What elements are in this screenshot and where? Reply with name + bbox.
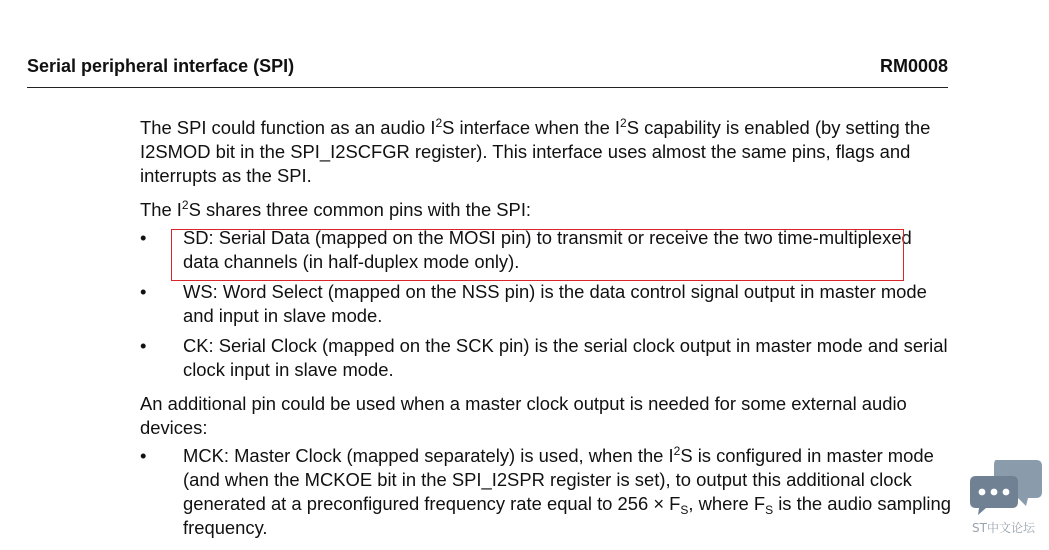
bullet: • bbox=[140, 227, 147, 248]
intro-paragraph: The SPI could function as an audio $I^2S$ interface when the $I^2S$ capability is enabled (by setting the I2SMOD bit in the SPI_I2SCFGR register). This interface uses almost the same pins, flags and interrupts as the SPI. bbox=[140, 116, 931, 186]
list-item-text: WS: Word Select (mapped on the NSS pin) is the data control signal output in master mode and input in slave mode. bbox=[183, 281, 927, 326]
list-item-text: SD: Serial Data (mapped on the MOSI pin) to transmit or receive the two time-multiplexed data channels (in half-duplex mode only). bbox=[183, 227, 912, 272]
additional-paragraph: An additional pin could be used when a master clock output is needed for some external audio devices: bbox=[140, 393, 907, 438]
list-item-text: CK: Serial Clock (mapped on the SCK pin) is the serial clock output in master mode and serial clock input in slave mode. bbox=[183, 335, 948, 380]
document-body bbox=[140, 116, 952, 550]
list-item-ck bbox=[140, 334, 952, 382]
list-item-mck bbox=[140, 444, 952, 540]
highlight-annotation-box bbox=[171, 229, 904, 281]
bullet: • bbox=[140, 281, 147, 302]
list-item-text: MCK: Master Clock (mapped separately) is used, when the $I^2S$ is configured in master mode (and when the MCKOE bit in the SPI_I2SPR register is set), to output this additional clock generated at a preconfigured frequency rate equal to $256 \times F_S$, where $F_S$ is the audio sampling frequency. bbox=[183, 444, 951, 538]
mck-list bbox=[140, 444, 952, 540]
shares-paragraph: The $I^2S$ shares three common pins with the SPI: bbox=[140, 198, 532, 220]
forum-chat-widget[interactable] bbox=[968, 458, 1046, 542]
chat-bubbles-icon bbox=[968, 458, 1044, 516]
bullet: • bbox=[140, 445, 147, 466]
bullet: • bbox=[140, 335, 147, 356]
list-item-ws bbox=[140, 280, 952, 328]
forum-label: ST中文论坛 bbox=[972, 521, 1035, 535]
page-header bbox=[27, 56, 948, 88]
document-id: RM0008 bbox=[879, 56, 948, 76]
section-title: Serial peripheral interface (SPI) bbox=[27, 56, 295, 76]
